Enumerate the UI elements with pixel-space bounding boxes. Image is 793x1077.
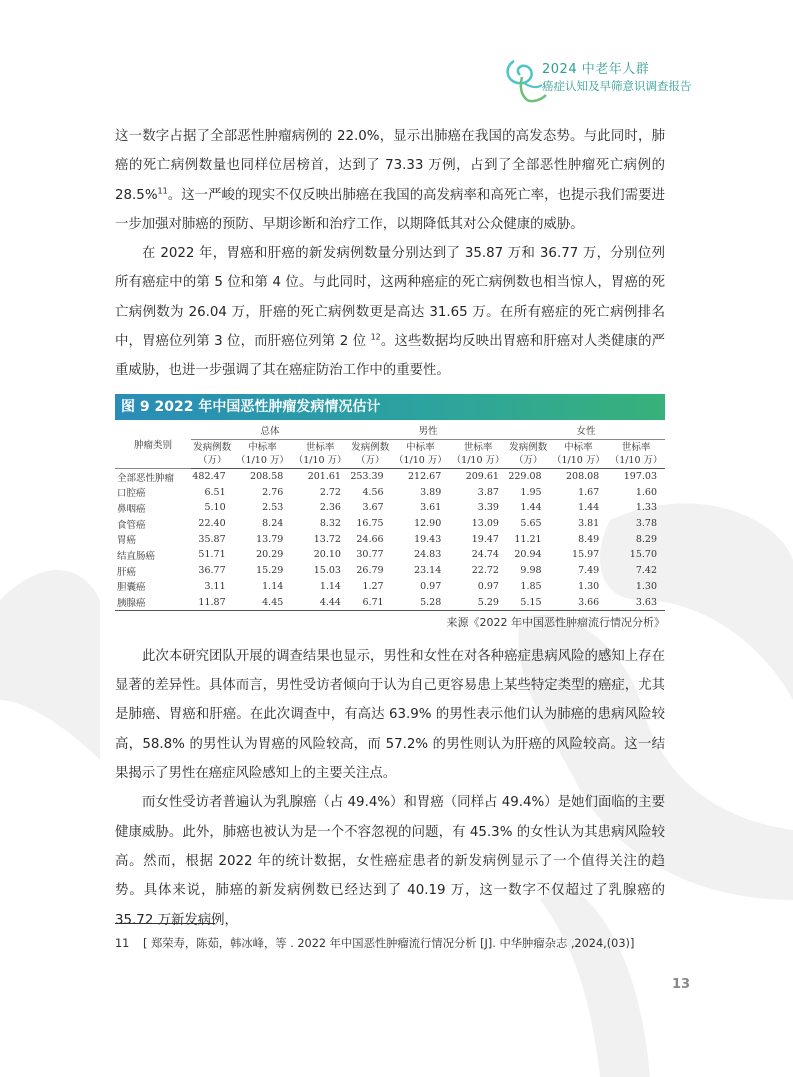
table-cell: 22.40 bbox=[198, 518, 226, 530]
table-cell: 36.77 bbox=[198, 565, 226, 577]
table-row bbox=[115, 547, 665, 563]
column-header: 中标率 （1/10 万） bbox=[392, 439, 450, 468]
table-cell: 1.95 bbox=[520, 486, 542, 498]
column-header: 中标率 （1/10 万） bbox=[550, 439, 608, 468]
table-cell: 2.53 bbox=[262, 502, 284, 514]
report-header bbox=[542, 62, 692, 94]
table-cell: 1.30 bbox=[578, 580, 600, 592]
table-cell: 19.43 bbox=[414, 533, 442, 545]
table-cell: 11.87 bbox=[191, 594, 234, 610]
table-cell: 15.97 bbox=[572, 549, 600, 561]
table-cell: 6.71 bbox=[349, 594, 392, 610]
table-cell: 2.76 bbox=[262, 486, 284, 498]
table-cell: 3.89 bbox=[420, 486, 442, 498]
table-cell: 5.28 bbox=[392, 594, 450, 610]
group-header: 女性 bbox=[507, 422, 665, 440]
table-row bbox=[115, 468, 665, 484]
table-cell: 30.77 bbox=[356, 549, 384, 561]
figure-source: 来源《2022 年中国恶性肿瘤流行情况分析》 bbox=[446, 615, 665, 629]
main-content bbox=[115, 122, 665, 935]
table-cell: 5.10 bbox=[204, 502, 226, 514]
table-cell: 6.51 bbox=[204, 486, 226, 498]
column-header: 世标率 （1/10 万） bbox=[291, 439, 349, 468]
table-cell: 2.72 bbox=[319, 486, 341, 498]
category-header: 肿瘤类别 bbox=[115, 422, 191, 469]
table-cell: 8.49 bbox=[578, 533, 600, 545]
paragraph: 此次本研究团队开展的调查结果也显示，男性和女性在对各种癌症患病风险的感知上存在显著的差异性。具体而言，男性受访者倾向于认为自己更容易患上某些特定类型的癌症，尤其是肺癌、胃癌和肝癌。在此次调查中，有高达 63.9% 的男性表示他们认为肺癌的患病风险较高，58.8% 的男性认为胃癌的风险较高，而 57.2% 的男性则认为肝癌的风险较高。这一结果揭示了男性在癌症风险感知上的主要关注点。 bbox=[115, 648, 665, 782]
table-cell: 26.79 bbox=[356, 565, 384, 577]
table-cell: 3.39 bbox=[477, 502, 499, 514]
table-cell: 24.66 bbox=[356, 533, 384, 545]
footnote-text: [ 郑荣寿，陈茹，韩冰峰，等 . 2022 年中国恶性肿瘤流行情况分析 [J]. 中华肿瘤杂志 ,2024,(03)] bbox=[143, 937, 635, 950]
table-cell: 8.24 bbox=[262, 518, 284, 530]
table-cell: 9.98 bbox=[520, 565, 542, 577]
table-cell: 208.08 bbox=[565, 471, 600, 483]
table-cell: 3.66 bbox=[550, 594, 608, 610]
table-cell: 1.60 bbox=[635, 486, 657, 498]
table-cell: 11.21 bbox=[514, 533, 542, 545]
column-header: 发病例数 （万） bbox=[507, 439, 550, 468]
table-cell: 1.30 bbox=[635, 580, 657, 592]
table-cell: 1.44 bbox=[578, 502, 600, 514]
table-cell: 51.71 bbox=[198, 549, 226, 561]
column-header: 中标率 （1/10 万） bbox=[234, 439, 292, 468]
table-cell: 8.32 bbox=[319, 518, 341, 530]
figure-title: 图 9 2022 年中国恶性肿瘤发病情况估计 bbox=[115, 394, 665, 420]
table-cell: 23.14 bbox=[414, 565, 442, 577]
row-label: 胰腺癌 bbox=[115, 594, 191, 610]
table-cell: 1.14 bbox=[319, 580, 341, 592]
footnote-ref: 12 bbox=[370, 332, 381, 342]
footnote-ref: 11 bbox=[157, 186, 168, 196]
table-cell: 3.63 bbox=[607, 594, 665, 610]
table-cell: 7.49 bbox=[578, 565, 600, 577]
table-cell: 19.47 bbox=[471, 533, 499, 545]
table-cell: 4.44 bbox=[291, 594, 349, 610]
table-cell: 35.87 bbox=[198, 533, 226, 545]
table-cell: 0.97 bbox=[477, 580, 499, 592]
table-row bbox=[115, 563, 665, 579]
table-cell: 15.70 bbox=[629, 549, 657, 561]
table-cell: 1.14 bbox=[262, 580, 284, 592]
row-label: 结直肠癌 bbox=[117, 550, 156, 562]
table-cell: 1.44 bbox=[520, 502, 542, 514]
table-cell: 208.58 bbox=[250, 471, 284, 483]
table-cell: 0.97 bbox=[420, 580, 442, 592]
footnote bbox=[115, 935, 634, 951]
table-cell: 3.78 bbox=[635, 518, 657, 530]
table-cell: 4.45 bbox=[234, 594, 292, 610]
table-cell: 1.67 bbox=[578, 486, 600, 498]
column-header: 发病例数 （万） bbox=[191, 439, 234, 468]
table-cell: 15.03 bbox=[313, 565, 341, 577]
table-cell: 16.75 bbox=[356, 518, 384, 530]
table-row bbox=[115, 516, 665, 532]
table-cell: 1.27 bbox=[362, 580, 384, 592]
cancer-incidence-table bbox=[115, 422, 665, 611]
table-cell: 20.29 bbox=[256, 549, 284, 561]
table-cell: 3.11 bbox=[204, 580, 226, 592]
footnote-number: 11 bbox=[115, 937, 130, 950]
group-header: 男性 bbox=[349, 422, 507, 440]
table-cell: 12.90 bbox=[414, 518, 442, 530]
table-cell: 7.42 bbox=[635, 565, 657, 577]
table-cell: 20.94 bbox=[514, 549, 542, 561]
table-cell: 1.85 bbox=[520, 580, 542, 592]
table-cell: 2.36 bbox=[319, 502, 341, 514]
group-header: 总体 bbox=[191, 422, 349, 440]
row-label: 胆囊癌 bbox=[117, 582, 146, 594]
table-cell: 13.72 bbox=[313, 533, 341, 545]
table-row bbox=[115, 578, 665, 594]
table-cell: 24.83 bbox=[414, 549, 442, 561]
row-label: 全部恶性肿瘤 bbox=[117, 472, 175, 484]
table-cell: 24.74 bbox=[471, 549, 499, 561]
row-label: 肝癌 bbox=[117, 566, 137, 578]
table-row bbox=[115, 531, 665, 547]
table-cell: 5.15 bbox=[507, 594, 550, 610]
subheader-row bbox=[115, 439, 665, 468]
table-cell: 15.29 bbox=[256, 565, 284, 577]
table-cell: 3.67 bbox=[362, 502, 384, 514]
table-cell: 20.10 bbox=[313, 549, 341, 561]
table-cell: 3.87 bbox=[477, 486, 499, 498]
paragraph: 而女性受访者普遍认为乳腺癌（占 49.4%）和胃癌（同样占 49.4%）是她们面临的主要健康威胁。此外，肺癌也被认为是一个不容忽视的问题，有 45.3% 的女性认为其患病风险较高。然而，根据 2022 年的统计数据，女性癌症患者的新发病例显示了一个值得关注的趋势。具体来说，肺癌的新发病例数已经达到了 40.19 万，这一数字不仅超过了乳腺癌的 35.72 万新发病例， bbox=[115, 795, 665, 928]
table-cell: 1.33 bbox=[635, 502, 657, 514]
table-cell: 229.08 bbox=[508, 471, 542, 483]
table-cell: 4.56 bbox=[362, 486, 384, 498]
row-label: 胃癌 bbox=[117, 535, 137, 547]
row-label: 食管癌 bbox=[117, 519, 146, 531]
table-cell: 5.29 bbox=[449, 594, 507, 610]
footnote-divider bbox=[115, 923, 215, 924]
table-cell: 22.72 bbox=[471, 565, 499, 577]
table-cell: 13.09 bbox=[471, 518, 499, 530]
table-cell: 3.61 bbox=[420, 502, 442, 514]
table-cell: 197.03 bbox=[623, 471, 657, 483]
table-cell: 209.61 bbox=[465, 471, 499, 483]
column-header: 发病例数 （万） bbox=[349, 439, 392, 468]
table-cell: 5.65 bbox=[520, 518, 542, 530]
paragraph: 这一数字占据了全部恶性肿瘤病例的 22.0%，显示出肺癌在我国的高发态势。与此同时，肺癌的死亡病例数量也同样位居榜首，达到了 73.33 万例，占到了全部恶性肿瘤死亡病例的 28.5%$^{11}$。这一严峻的现实不仅反映出肺癌在我国的高发病率和高死亡率，也提示我们需要进一步加强对肺癌的预防、早期诊断和治疗工作，以期降低其对公众健康的威胁。 bbox=[115, 129, 665, 232]
table-cell: 482.47 bbox=[192, 471, 226, 483]
column-header: 世标率 （1/10 万） bbox=[607, 439, 665, 468]
table-row bbox=[115, 484, 665, 500]
table-cell: 13.79 bbox=[256, 533, 284, 545]
table-body bbox=[115, 468, 665, 610]
header-title-line1: 2024 中老年人群 bbox=[542, 62, 650, 77]
row-label: 鼻咽癌 bbox=[117, 503, 146, 515]
table-cell: 8.29 bbox=[635, 533, 657, 545]
table-row bbox=[115, 594, 665, 610]
table-row bbox=[115, 500, 665, 516]
table-cell: 3.81 bbox=[578, 518, 600, 530]
column-header: 世标率 （1/10 万） bbox=[449, 439, 507, 468]
paragraph: 在 2022 年，胃癌和肝癌的新发病例数量分别达到了 35.87 万和 36.77 万，分别位列所有癌症中的第 5 位和第 4 位。与此同时，这两种癌症的死亡病例数也相当惊人，胃癌的死亡病例数为 26.04 万，肝癌的死亡病例数更是高达 31.65 万。在所有癌症的死亡病例排名中，胃癌位列第 3 位，而肝癌位列第 2 位 $^{12}$。这些数据均反映出胃癌和肝癌对人类健康的严重威胁，也进一步强调了其在癌症防治工作中的重要性。 bbox=[115, 246, 665, 379]
row-label: 口腔癌 bbox=[117, 488, 146, 500]
page-number: 13 bbox=[672, 977, 691, 992]
header-title-line2: 癌症认知及早筛意识调查报告 bbox=[542, 79, 692, 93]
table-cell: 212.67 bbox=[408, 471, 442, 483]
table-cell: 253.39 bbox=[350, 471, 384, 483]
table-cell: 201.61 bbox=[307, 471, 341, 483]
